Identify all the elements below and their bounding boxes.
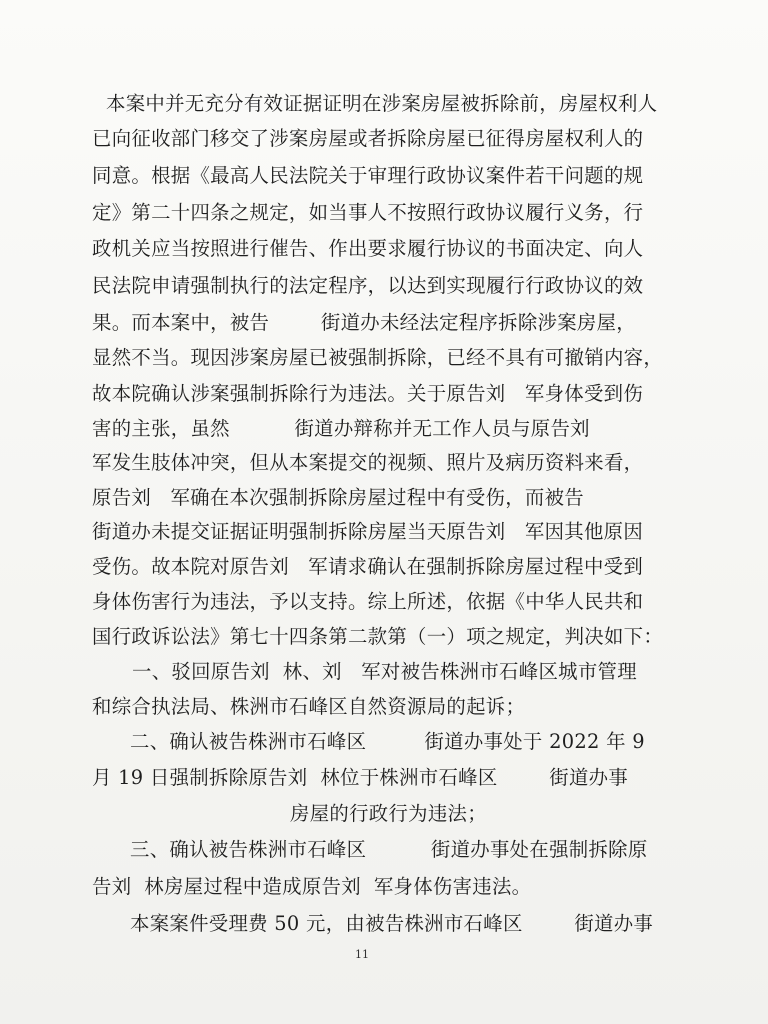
text-line: 果。而本案中，被告 街道办未经法定程序拆除涉案房屋， xyxy=(92,311,636,334)
text-line: 故本院确认涉案强制拆除行为违法。关于原告刘 军身体受到伤 xyxy=(92,382,644,405)
text-line: 和综合执法局、株洲市石峰区自然资源局的起诉； xyxy=(92,695,526,718)
text-line: 同意。根据《最高人民法院关于审理行政协议案件若干问题的规 xyxy=(92,164,644,187)
text-line: 定》第二十四条之规定，如当事人不按照行政协议履行义务，行 xyxy=(92,201,644,224)
text-line: 军发生肢体冲突，但从本案提交的视频、照片及病历资料来看， xyxy=(92,451,644,474)
text-line: 国行政诉讼法》第七十四条第二款第（一）项之规定，判决如下： xyxy=(92,625,664,648)
text-line: 本案中并无充分有效证据证明在涉案房屋被拆除前，房屋权利人 xyxy=(106,92,658,115)
text-line: 告刘 林房屋过程中造成原告刘 军身体伤害违法。 xyxy=(92,875,532,898)
text-line: 月 19 日强制拆除原告刘 林位于株洲市石峰区 街道办事 xyxy=(92,766,629,789)
text-line: 身体伤害行为违法，予以支持。综上所述，依据《中华人民共和 xyxy=(92,590,644,613)
text-line: 一、驳回原告刘 林、刘 军对被告株洲市石峰区城市管理 xyxy=(132,660,637,683)
text-line: 显然不当。现因涉案房屋已被强制拆除，已经不具有可撤销内容， xyxy=(92,346,664,369)
text-line: 二、确认被告株洲市石峰区 街道办事处于 2022 年 9 xyxy=(130,730,645,753)
text-line: 房屋的行政行为违法； xyxy=(290,802,487,825)
text-line: 受伤。故本院对原告刘 军请求确认在强制拆除房屋过程中受到 xyxy=(92,555,644,578)
text-line: 害的主张，虽然 街道办辩称并无工作人员与原告刘 xyxy=(92,417,590,440)
text-line: 原告刘 军确在本次强制拆除房屋过程中有受伤，而被告 xyxy=(92,486,584,509)
text-line: 政机关应当按照进行催告、作出要求履行协议的书面决定、向人 xyxy=(92,237,644,260)
text-line: 三、确认被告株洲市石峰区 街道办事处在强制拆除原 xyxy=(130,838,648,861)
text-line: 已向征收部门移交了涉案房屋或者拆除房屋已征得房屋权利人的 xyxy=(92,127,644,150)
text-line: 本案案件受理费 50 元，由被告株洲市石峰区 街道办事 xyxy=(130,912,654,935)
text-line: 民法院申请强制执行的法定程序，以达到实现履行行政协议的效 xyxy=(92,274,644,297)
text-line: 街道办未提交证据证明强制拆除房屋当天原告刘 军因其他原因 xyxy=(92,520,644,543)
page-number: 11 xyxy=(355,948,369,961)
